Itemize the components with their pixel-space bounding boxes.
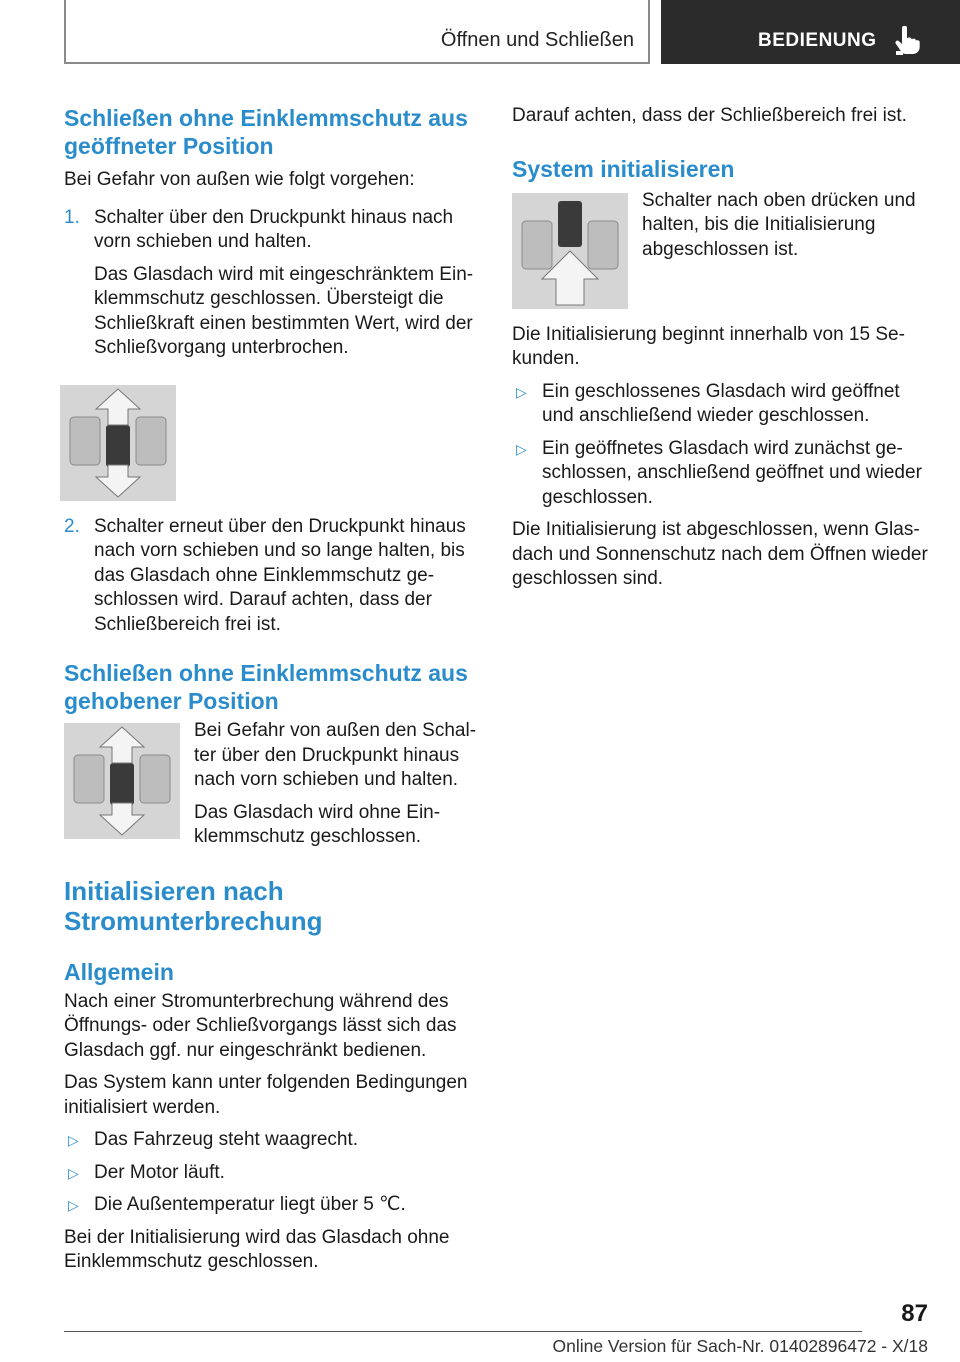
list-item-text: Ein geschlossenes Glasdach wird geöffnet und anschließend wieder geschlossen. [542,380,900,426]
switch-illustration [60,385,176,501]
switch-image-arrows-up-down [60,385,176,501]
heading-system-init: System initialisieren [512,155,735,182]
triangle-bullet-icon: ▷ [516,440,527,457]
page-number: 87 [901,1300,928,1327]
list-item-text: Der Motor läuft. [94,1161,225,1183]
raised-section [64,719,482,850]
triangle-bullet-icon: ▷ [68,1132,79,1148]
raised-paragraph-2: Das Glasdach wird ohne Einklemmschutz geschlossen. [194,801,441,847]
hand-pointer-icon [893,26,921,56]
right-column [512,100,928,592]
step-2 [64,515,482,638]
triangle-bullet-icon: ▷ [516,383,527,400]
system-init-paragraph-2: Die Initialisierung beginnt innerhalb von 15 Sekunden. [512,323,905,369]
heading-close-from-raised: Schließen ohne Einklemmschutz aus gehobener Position [64,660,468,714]
list-item-text: Die Außentemperatur liegt über 5 ℃. [94,1194,406,1215]
system-init-paragraph-3: Die Initialisierung ist abgeschlossen, wenn Glasdach und Sonnenschutz nach dem Öffnen wieder geschlossen sind. [512,519,928,589]
triangle-bullet-icon: ▷ [68,1197,79,1213]
switch-image-arrow-up [512,193,628,309]
step-1 [64,206,482,361]
general-paragraph-1: Nach einer Stromunterbrechung während des Öffnungs- oder Schließvorgangs lässt sich das Glasdach ggf. nur eingeschränkt bedienen. [64,990,457,1061]
raised-paragraph-1: Bei Gefahr von außen den Schalter über den Druckpunkt hinaus nach vorn schieben und halten. [194,720,477,790]
heading-close-from-open: Schließen ohne Einklemmschutz aus geöffneter Position [64,105,468,159]
general-paragraph-2: Das System kann unter folgenden Bedingungen initialisiert werden. [64,1072,468,1118]
step-2-text: Schalter erneut über den Druckpunkt hinaus nach vorn schieben und so lange halten, bis das Glasdach ohne Einklemmschutz geschlossen wird. Darauf achten, dass der Schließbereich frei ist. [94,515,466,635]
heading-general: Allgemein [64,958,174,985]
page-header [0,0,960,66]
step-1-number: 1. [64,206,80,228]
footer-online-version: Online Version für Sach-Nr. 01402896472 - X/18 [552,1336,928,1356]
list-item [512,380,928,429]
general-paragraph-3: Bei der Initialisierung wird das Glasdach ohne Einklemmschutz geschlossen. [64,1226,450,1272]
footer-divider [64,1331,862,1332]
list-item-text: Ein geöffnetes Glasdach wird zunächst geschlossen, anschließend geöffnet und wieder geschlossen. [542,437,922,508]
list-item-text: Das Fahrzeug steht waagrecht. [94,1129,359,1150]
system-init-section [512,189,928,309]
step-1-text: Schalter über den Druckpunkt hinaus nach vorn schieben und halten. [94,206,454,252]
switch-image-raised [64,723,180,839]
paragraph-keep-clear: Darauf achten, dass der Schließbereich frei ist. [512,105,907,126]
left-column [64,100,482,1275]
header-section-box [64,0,650,64]
switch-illustration-raised [64,723,180,839]
header-section-title: Öffnen und Schließen [440,29,634,51]
list-item [64,1161,482,1186]
switch-illustration-up [512,193,628,309]
step-1-subtext: Das Glasdach wird mit eingeschränktem Einklemmschutz geschlossen. Übersteigt die Schließkraft einen bestimmten Wert, wird der Schließvorgang unterbrochen. [94,263,474,358]
list-item [512,437,928,511]
list-item [64,1193,482,1218]
step-2-number: 2. [64,515,80,537]
paragraph-danger-intro: Bei Gefahr von außen wie folgt vorgehen: [64,169,415,190]
list-item [64,1128,482,1153]
system-init-paragraph-1: Schalter nach oben drücken und halten, bis die Initialisierung abgeschlossen ist. [642,189,916,260]
heading-init-after-power: Initialisieren nach Stromunterbrechung [64,875,323,936]
header-chapter-title: BEDIENUNG [758,30,877,51]
triangle-bullet-icon: ▷ [68,1164,79,1181]
